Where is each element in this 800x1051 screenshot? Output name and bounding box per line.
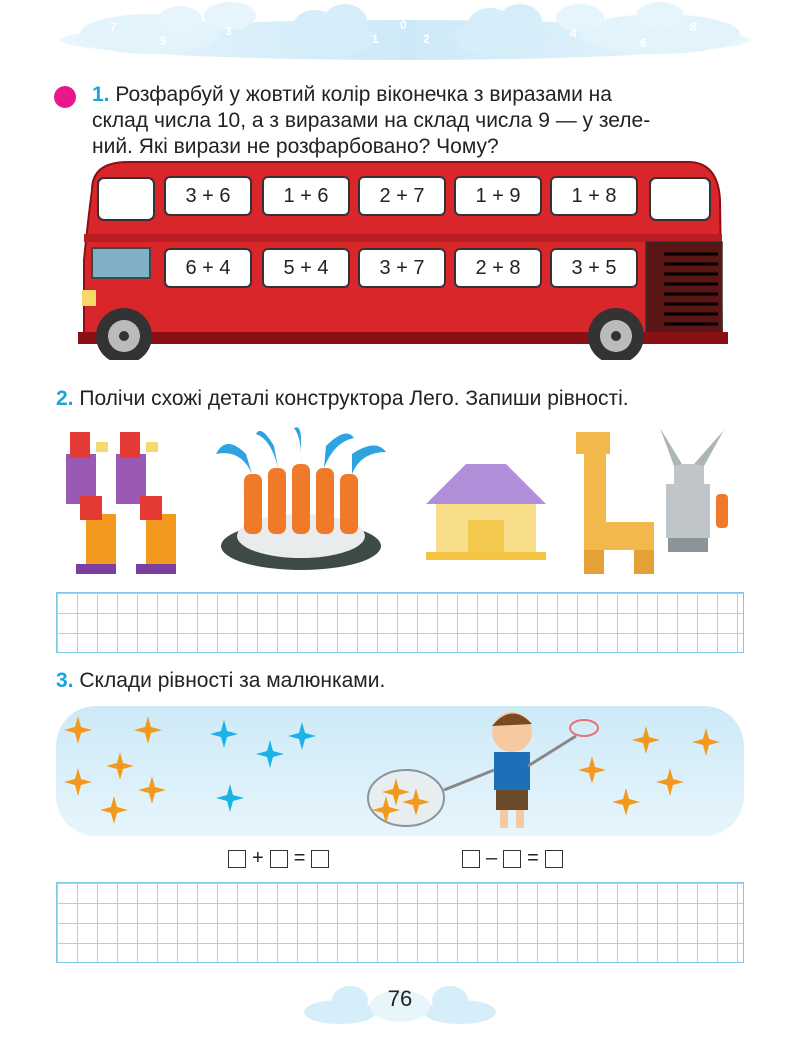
header-number: 4 [570,26,577,40]
lego-house [426,464,546,560]
lego-bunny [660,428,728,552]
header-number: 2 [423,32,430,46]
bus-window[interactable]: 1 + 8 [550,176,638,216]
task1-line: склад числа 10, а з виразами на склад числа 9 — у зеле- [92,109,651,132]
header-cloud-band [60,0,750,60]
task1-text [92,82,650,160]
answer-box[interactable] [545,850,563,868]
writing-grid[interactable] [56,592,744,653]
writing-grid[interactable] [56,882,744,963]
lego-illustrations [56,424,746,584]
header-number: 5 [160,34,167,48]
bus-window[interactable]: 3 + 5 [550,248,638,288]
task-bullet [54,86,76,108]
bus-window[interactable]: 1 + 6 [262,176,350,216]
bus-window[interactable]: 3 + 6 [164,176,252,216]
header-number: 7 [110,20,117,34]
stars-illustration [56,706,744,836]
header-number: 3 [225,24,232,38]
task3-text [56,668,385,694]
bus-window[interactable]: 1 + 9 [454,176,542,216]
answer-box[interactable] [311,850,329,868]
task2-instruction: Полічи схожі деталі конструктора Лего. Запиши рівності. [79,387,629,410]
lego-birds [66,432,176,574]
operator: + [252,847,264,869]
task3-instruction: Склади рівності за малюнками. [79,669,386,692]
header-number: 8 [690,20,697,34]
operator: – [486,847,498,869]
bus-window[interactable]: 6 + 4 [164,248,252,288]
answer-box[interactable] [270,850,288,868]
page-number: 76 [387,986,413,1011]
answer-box[interactable] [228,850,246,868]
bus-illustration [78,160,728,360]
operator: = [293,847,306,869]
answer-box[interactable] [503,850,521,868]
task2-number: 2. [56,387,74,410]
header-number: 1 [372,32,379,46]
equation-addition [228,847,329,870]
bus-window[interactable]: 3 + 7 [358,248,446,288]
answer-box[interactable] [462,850,480,868]
task2-text [56,386,629,412]
lego-figures-icon [56,424,746,584]
bus-window[interactable]: 2 + 7 [358,176,446,216]
equation-subtraction [462,847,563,870]
operator: = [527,847,539,869]
bus-window[interactable]: 2 + 8 [454,248,542,288]
stars-scene-icon [56,706,744,836]
header-number: 0 [400,18,407,32]
lego-giraffe [576,432,654,574]
lego-carrot-cake [216,427,386,570]
task1-line: Розфарбуй у жовтий колір віконечка з виразами на [115,83,612,106]
task1-number: 1. [92,83,110,106]
task3-number: 3. [56,669,74,692]
bus-window[interactable]: 5 + 4 [262,248,350,288]
task1-line: ний. Які вирази не розфарбовано? Чому? [92,135,499,158]
header-number: 6 [640,36,647,50]
